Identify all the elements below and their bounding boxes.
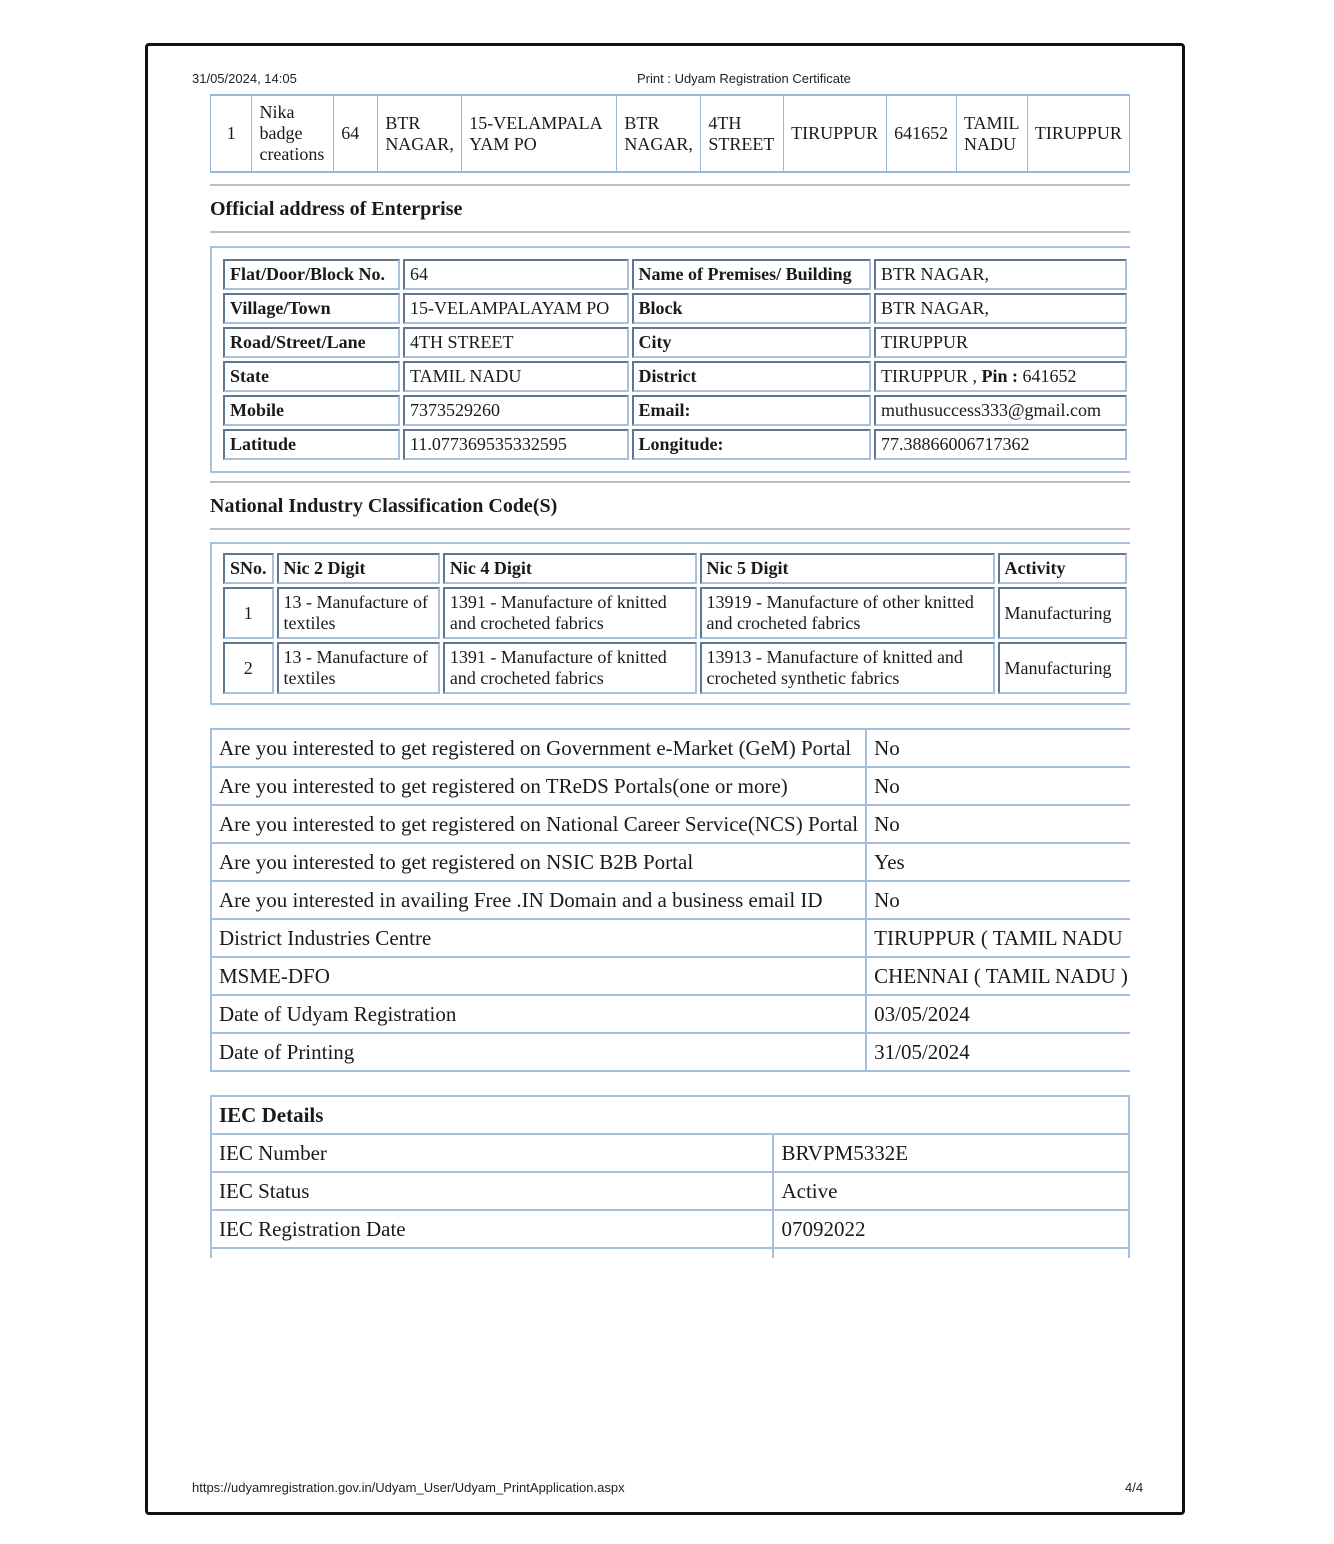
header-nic5: Nic 5 Digit xyxy=(700,553,995,584)
table-row xyxy=(223,642,1127,694)
value-premises: BTR NAGAR, xyxy=(874,259,1127,290)
iec-table xyxy=(210,1095,1130,1258)
table-row xyxy=(223,429,1127,460)
value-iec-registration-date: 07092022 xyxy=(773,1210,1129,1248)
value-city: TIRUPPUR xyxy=(874,327,1127,358)
cell-nic4: 1391 - Manufacture of knitted and crocheted fabrics xyxy=(443,642,697,694)
label-iec-registration-date: IEC Registration Date xyxy=(211,1210,773,1248)
table-row xyxy=(211,1210,1129,1248)
cell-pin: 641652 xyxy=(887,95,957,172)
question-in-domain: Are you interested in availing Free .IN Domain and a business email ID xyxy=(211,881,866,919)
table-header-row xyxy=(223,553,1127,584)
value-email: muthusuccess333@gmail.com xyxy=(874,395,1127,426)
page-number: 4/4 xyxy=(1125,1480,1144,1495)
value-longitude: 77.38866006717362 xyxy=(874,429,1127,460)
official-address-section xyxy=(210,246,1130,473)
value-village: 15-VELAMPALAYAM PO xyxy=(403,293,628,324)
divider xyxy=(210,231,1130,233)
table-row xyxy=(211,919,1130,957)
label-district: District xyxy=(632,361,871,392)
header-nic2: Nic 2 Digit xyxy=(277,553,440,584)
label-email: Email: xyxy=(632,395,871,426)
table-row xyxy=(223,259,1127,290)
table-row xyxy=(211,767,1130,805)
cell-state: TAMIL NADU xyxy=(956,95,1027,172)
answer-gem: No xyxy=(866,729,1130,767)
table-row xyxy=(211,1134,1129,1172)
label-block: Block xyxy=(632,293,871,324)
cell-nic5: 13919 - Manufacture of other knitted and crocheted fabrics xyxy=(700,587,995,639)
cell-nic2: 13 - Manufacture of textiles xyxy=(277,587,440,639)
nic-section xyxy=(210,542,1130,705)
label-iec-number: IEC Number xyxy=(211,1134,773,1172)
label-premises: Name of Premises/ Building xyxy=(632,259,871,290)
label-msme-dfo: MSME-DFO xyxy=(211,957,866,995)
label-printing-date: Date of Printing xyxy=(211,1033,866,1071)
question-treds: Are you interested to get registered on TReDS Portals(one or more) xyxy=(211,767,866,805)
table-row xyxy=(211,957,1130,995)
value-msme-dfo: CHENNAI ( TAMIL NADU ) xyxy=(866,957,1130,995)
table-row xyxy=(211,95,1130,172)
label-flat: Flat/Door/Block No. xyxy=(223,259,400,290)
cell-flat: 64 xyxy=(334,95,378,172)
value-road: 4TH STREET xyxy=(403,327,628,358)
official-address-table xyxy=(220,256,1130,463)
table-row xyxy=(223,395,1127,426)
value-block: BTR NAGAR, xyxy=(874,293,1127,324)
table-row xyxy=(211,1248,1129,1258)
table-row xyxy=(223,361,1127,392)
label-road: Road/Street/Lane xyxy=(223,327,400,358)
table-row xyxy=(223,327,1127,358)
value-district xyxy=(874,361,1127,392)
cell-sno: 1 xyxy=(211,95,252,172)
value-latitude: 11.077369535332595 xyxy=(403,429,628,460)
cell-district: TIRUPPUR xyxy=(1027,95,1129,172)
answer-treds: No xyxy=(866,767,1130,805)
value-flat: 64 xyxy=(403,259,628,290)
label-latitude: Latitude xyxy=(223,429,400,460)
divider xyxy=(210,528,1130,530)
cell-road: 4TH STREET xyxy=(701,95,784,172)
cell-enterprise-name: Nika badge creations xyxy=(252,95,334,172)
answer-in-domain: No xyxy=(866,881,1130,919)
pin-label: Pin : xyxy=(981,366,1019,386)
iec-section xyxy=(210,1095,1130,1258)
question-ncs: Are you interested to get registered on National Career Service(NCS) Portal xyxy=(211,805,866,843)
value-iec-status: Active xyxy=(773,1172,1129,1210)
label-iec-status: IEC Status xyxy=(211,1172,773,1210)
label-mobile: Mobile xyxy=(223,395,400,426)
cell-activity: Manufacturing xyxy=(998,587,1127,639)
answer-ncs: No xyxy=(866,805,1130,843)
nic-table xyxy=(220,550,1130,697)
cell-sno: 1 xyxy=(223,587,274,639)
question-gem: Are you interested to get registered on Government e-Market (GeM) Portal xyxy=(211,729,866,767)
table-row xyxy=(211,1172,1129,1210)
question-nsic: Are you interested to get registered on NSIC B2B Portal xyxy=(211,843,866,881)
nic-title: National Industry Classification Code(S) xyxy=(210,495,558,517)
table-row xyxy=(211,881,1130,919)
cell-activity: Manufacturing xyxy=(998,642,1127,694)
header-nic4: Nic 4 Digit xyxy=(443,553,697,584)
cell-nic4: 1391 - Manufacture of knitted and crocheted fabrics xyxy=(443,587,697,639)
iec-title: IEC Details xyxy=(211,1096,1129,1134)
cell-nic2: 13 - Manufacture of textiles xyxy=(277,642,440,694)
cell-premises: BTR NAGAR, xyxy=(378,95,462,172)
header-sno: SNo. xyxy=(223,553,274,584)
registration-questions-table xyxy=(210,728,1130,1072)
value-iec-number: BRVPM5332E xyxy=(773,1134,1129,1172)
cell-sno: 2 xyxy=(223,642,274,694)
table-row xyxy=(211,729,1130,767)
table-row xyxy=(211,995,1130,1033)
cell-village: 15-VELAMPALAYAM PO xyxy=(462,95,617,172)
print-title: Print : Udyam Registration Certificate xyxy=(637,71,851,86)
label-city: City xyxy=(632,327,871,358)
owner-address-table xyxy=(210,94,1130,173)
divider xyxy=(210,481,1130,483)
value-mobile: 7373529260 xyxy=(403,395,628,426)
table-row xyxy=(223,293,1127,324)
label-dic: District Industries Centre xyxy=(211,919,866,957)
value-registration-date: 03/05/2024 xyxy=(866,995,1130,1033)
table-row xyxy=(211,843,1130,881)
table-row xyxy=(211,1033,1130,1071)
label-state: State xyxy=(223,361,400,392)
label-village: Village/Town xyxy=(223,293,400,324)
cell-block: BTR NAGAR, xyxy=(617,95,701,172)
cell-city: TIRUPPUR xyxy=(784,95,887,172)
value-dic: TIRUPPUR ( TAMIL NADU xyxy=(866,919,1130,957)
value-state: TAMIL NADU xyxy=(403,361,628,392)
print-datetime: 31/05/2024, 14:05 xyxy=(192,71,297,86)
divider xyxy=(210,184,1130,186)
official-address-title: Official address of Enterprise xyxy=(210,198,463,220)
print-footer-url: https://udyamregistration.gov.in/Udyam_User/Udyam_PrintApplication.aspx xyxy=(192,1480,625,1495)
label-longitude: Longitude: xyxy=(632,429,871,460)
table-row xyxy=(211,805,1130,843)
answer-nsic: Yes xyxy=(866,843,1130,881)
registration-questions-section xyxy=(210,728,1130,1072)
table-row xyxy=(223,587,1127,639)
pin-value: 641652 xyxy=(1018,366,1077,386)
district-name: TIRUPPUR , xyxy=(880,366,982,386)
value-printing-date: 31/05/2024 xyxy=(866,1033,1130,1071)
header-activity: Activity xyxy=(998,553,1127,584)
label-registration-date: Date of Udyam Registration xyxy=(211,995,866,1033)
table-header-row xyxy=(211,1096,1129,1134)
cell-nic5: 13913 - Manufacture of knitted and crocheted synthetic fabrics xyxy=(700,642,995,694)
